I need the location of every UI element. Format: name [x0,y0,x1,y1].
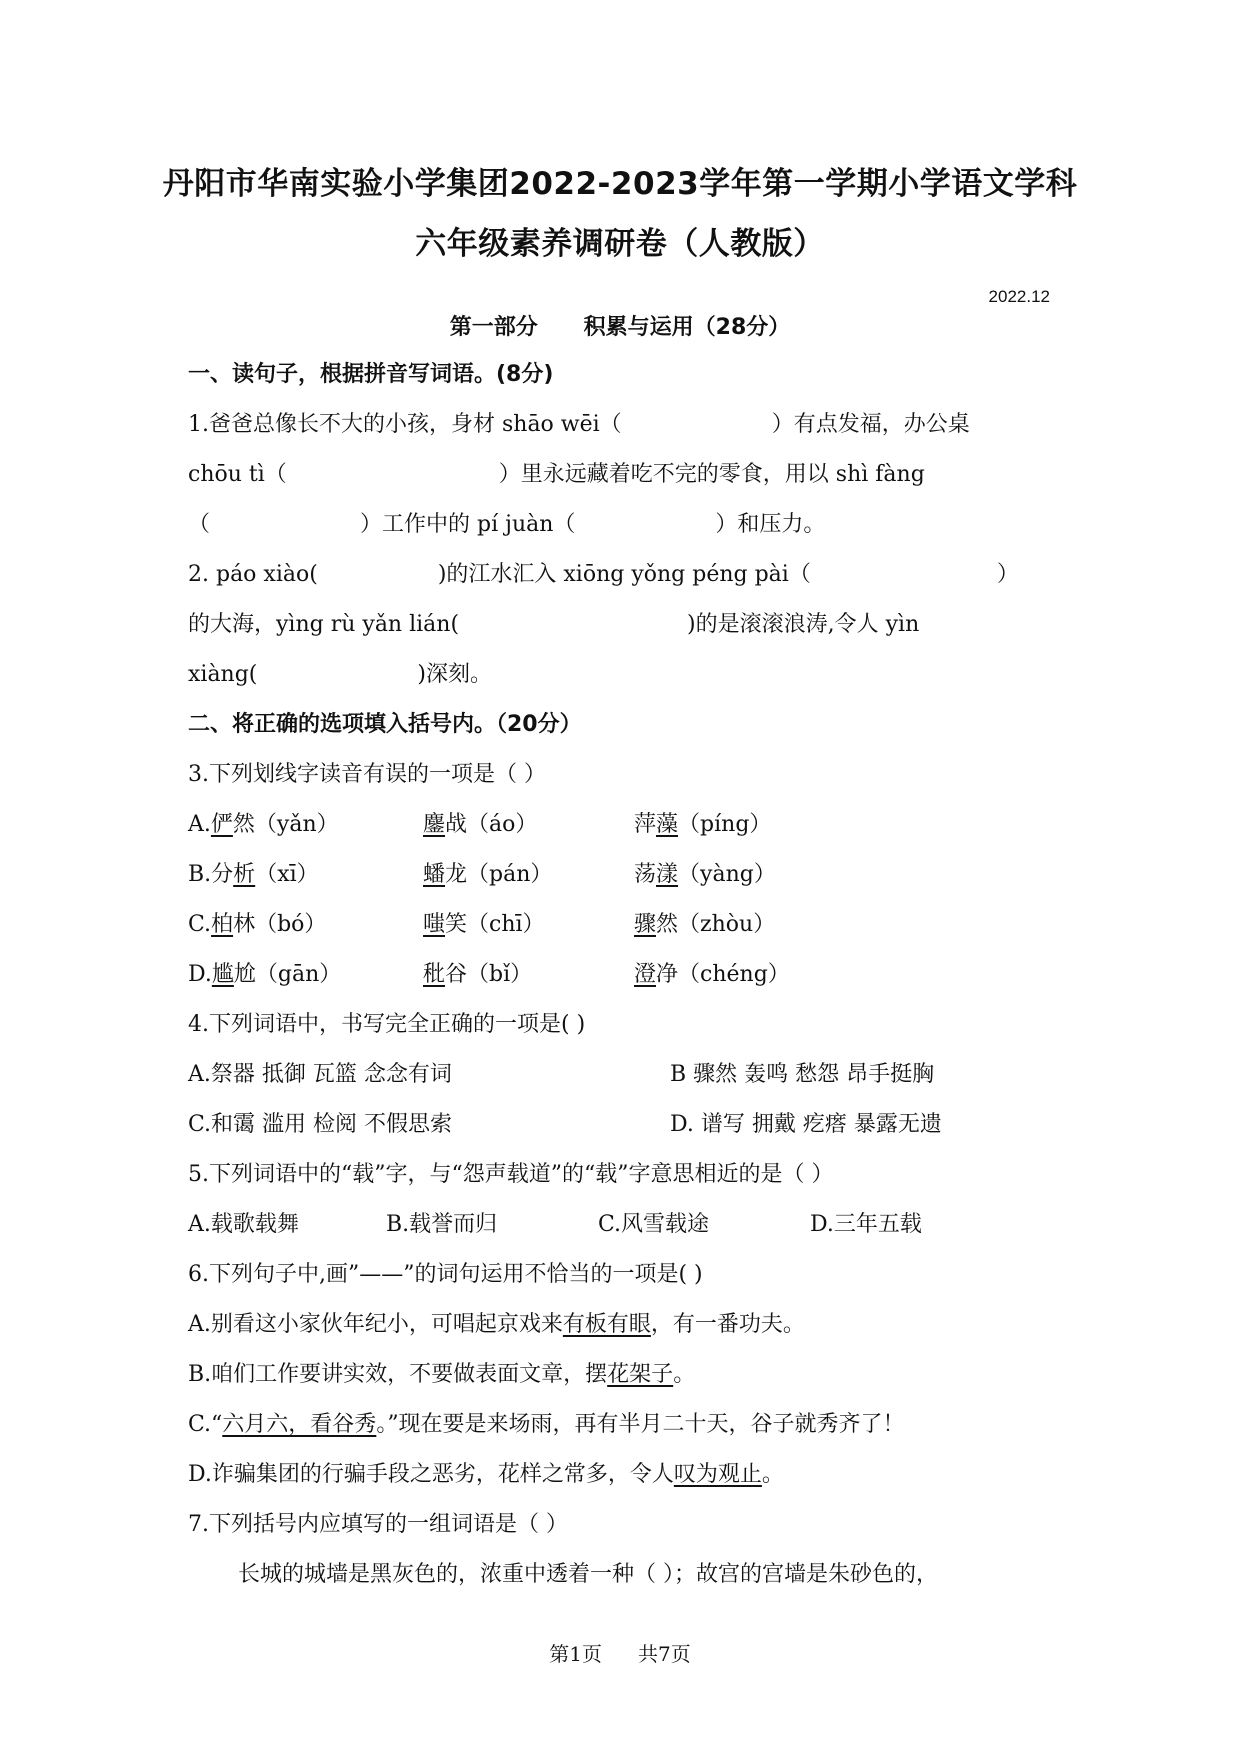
q6-c-pre: C.“ [188,1412,223,1437]
q3-option-item [423,810,537,840]
q1-text-3c: ）和压力。 [715,512,826,537]
q3-option-item [188,860,319,890]
q3-item-underlined-char: 析 [233,862,256,887]
q7-stem: 7.下列括号内应填写的一组词语是（ ） [188,1512,568,1537]
q6-a-pre: A.别看这小家伙年纪小，可唱起京戏来 [188,1312,563,1337]
part1-title [0,313,1240,343]
q6-option-a [188,1310,805,1340]
q3-option-item [423,960,532,990]
q3-option-item [634,810,771,840]
q1-text-3a: （ [188,512,211,537]
exam-date: 2022.12 [988,287,1050,306]
q3-item-pre: 萍 [634,812,657,837]
exam-title-line1: 丹阳市华南实验小学集团2022-2023学年第一学期小学语文学科 [162,166,1078,202]
q3-item-post: 林（bó） [233,912,327,937]
q3-item-pre: 荡 [634,862,657,887]
page-footer [0,1640,1240,1668]
page-total: 共7页 [638,1642,691,1666]
q1-text-1b: ）有点发福，办公桌 [771,412,970,437]
page-number: 第1页 [549,1642,602,1666]
q3-item-post: 然（yǎn） [232,812,339,837]
q6-option-d [188,1460,784,1490]
q3-option-item [188,810,339,840]
q7-text: 长城的城墙是黑灰色的，浓重中透着一种（ ）；故宫的宫墙是朱砂色的， [238,1562,938,1587]
q3-option-item [634,960,790,990]
q1-line2 [188,460,925,490]
q3-item-post: 然（zhòu） [656,912,776,937]
q3-item-underlined-char: 俨 [210,812,233,837]
q2-text-1b: )的江水汇入 xiōng yǒng péng pài（ [437,562,811,587]
q3-item-pre: B.分 [188,862,234,887]
q6-option-c [188,1410,905,1440]
q3-option-item [634,910,775,940]
q3-item-underlined-char: 尴 [211,962,234,987]
q3-option-item [423,860,552,890]
q6-a-underlined: 有板有眼 [562,1312,651,1337]
q3-item-pre: D. [188,962,212,987]
q3-item-underlined-char: 柏 [211,912,234,937]
section1-title: 一、读句子，根据拼音写词语。(8分) [188,362,554,387]
q2-line1 [188,560,1019,590]
q1-line3 [188,510,825,540]
q3-option-item [423,910,545,940]
q3-item-underlined-char: 鏖 [423,812,446,837]
q6-d-post: 。 [761,1462,784,1487]
q3-item-post: 笑（chī） [445,912,545,937]
q3-item-pre: C. [188,912,212,937]
q4-option-d: D. 谱写 拥戴 疙瘩 暴露无遗 [670,1112,942,1137]
q2-text-1a: 2. páo xiào( [188,562,318,587]
q4-option-c: C.和霭 滥用 检阅 不假思索 [188,1112,453,1137]
q3-item-underlined-char: 秕 [423,962,446,987]
q6-b-underlined: 花架子 [607,1362,674,1387]
part1-heading: 积累与运用（28分） [583,315,791,340]
q3-item-underlined-char: 蟠 [423,862,446,887]
q3-item-post: 净（chéng） [656,962,790,987]
q2-text-1c: ） [996,562,1019,587]
q4-option-a: A.祭器 抵御 瓦篮 念念有词 [188,1062,452,1087]
q2-text-3a: xiàng( [188,662,258,687]
q3-item-post: 战（áo） [445,812,538,837]
q4-option-b: B 骤然 轰鸣 愁怨 昂手挺胸 [670,1062,935,1087]
q3-item-post: 龙（pán） [445,862,553,887]
q6-option-b [188,1360,695,1390]
q2-text-2a: 的大海，yìng rù yǎn lián( [188,612,460,637]
exam-title-line2: 六年级素养调研卷（人教版） [415,226,825,262]
q6-b-post: 。 [673,1362,696,1387]
section2-title: 二、将正确的选项填入括号内。（20分） [188,712,582,737]
q5-option-a: A.载歌载舞 [188,1212,299,1237]
q6-stem: 6.下列句子中,画”——”的词句运用不恰当的一项是( ) [188,1262,703,1287]
part1-label: 第一部分 [449,315,538,340]
q3-item-post: （yàng） [678,862,776,887]
q3-option-item [188,910,326,940]
q6-d-underlined: 叹为观止 [673,1462,762,1487]
q3-item-underlined-char: 漾 [656,862,679,887]
q3-item-post: 谷（bǐ） [445,962,533,987]
q5-option-b: B.载誉而归 [386,1212,498,1237]
q3-option-item [188,960,341,990]
q3-item-post: 尬（gān） [233,962,342,987]
q4-stem: 4.下列词语中，书写完全正确的一项是( ) [188,1012,586,1037]
q6-c-underlined: 六月六，看谷秀 [222,1412,377,1437]
q6-c-post: 。”现在要是来场雨，再有半月二十天，谷子就秀齐了！ [376,1412,905,1437]
q1-text-2a: chōu tì（ [188,462,287,487]
q1-text-1a: 1.爸爸总像长不大的小孩，身材 shāo wēi（ [188,412,622,437]
q6-b-pre: B.咱们工作要讲实效，不要做表面文章，摆 [188,1362,608,1387]
q3-item-post: （xī） [255,862,319,887]
q2-line2 [188,610,919,640]
q3-item-underlined-char: 藻 [656,812,679,837]
q2-text-3b: )深刻。 [417,662,492,687]
q3-stem: 3.下列划线字读音有误的一项是（ ） [188,762,546,787]
q3-option-item [634,860,776,890]
q6-a-post: ，有一番功夫。 [650,1312,805,1337]
q5-stem: 5.下列词语中的“载”字，与“怨声载道”的“载”字意思相近的是（ ） [188,1162,834,1187]
q1-text-2b: ）里永远藏着吃不完的零食，用以 shì fàng [498,462,925,487]
q6-d-pre: D.诈骗集团的行骗手段之恶劣，花样之常多，令人 [188,1462,674,1487]
q3-item-post: （píng） [678,812,772,837]
q3-item-underlined-char: 骤 [634,912,657,937]
q1-text-3b: ）工作中的 pí juàn（ [360,512,576,537]
q3-item-underlined-char: 嗤 [423,912,446,937]
q1-line1 [188,410,970,440]
q2-text-2b: )的是滚滚浪涛,令人 yìn [687,612,920,637]
q3-item-underlined-char: 澄 [634,962,657,987]
q5-option-d: D.三年五载 [810,1212,922,1237]
q3-item-pre: A. [188,812,211,837]
q2-line3 [188,660,492,690]
q5-option-c: C.风雪载途 [598,1212,710,1237]
